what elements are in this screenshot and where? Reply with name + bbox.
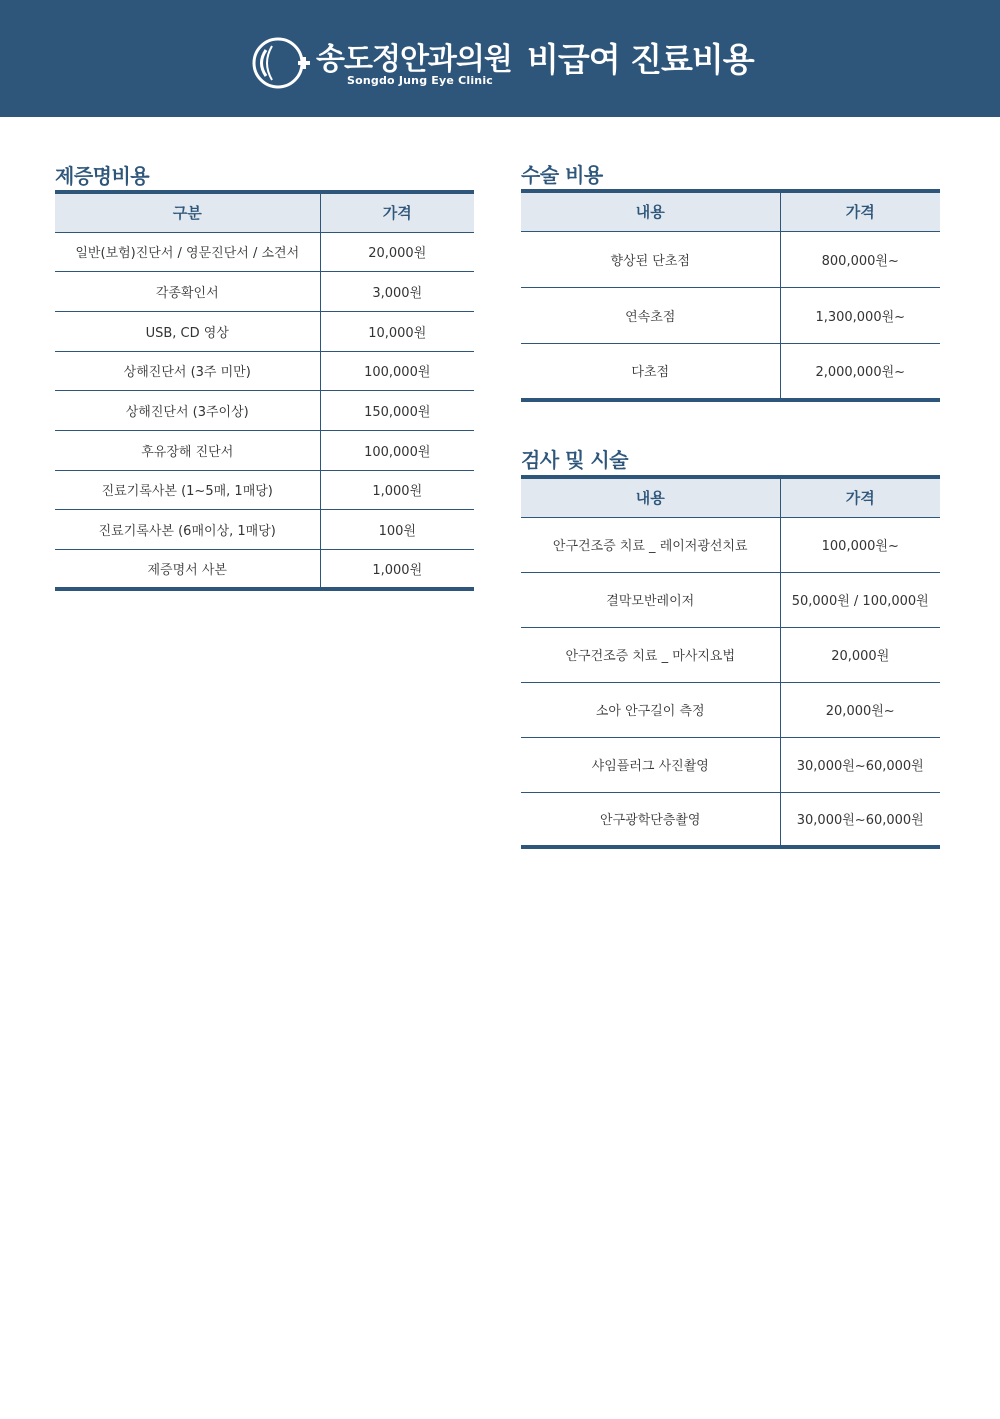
item-cell: 안구광학단층촬영 (521, 792, 780, 847)
table-row (521, 737, 940, 792)
table-header-row (521, 477, 940, 517)
table-row (55, 470, 474, 510)
item-cell: 연속초점 (521, 287, 780, 343)
table-row (521, 682, 940, 737)
column-header: 가격 (320, 192, 474, 232)
eye-logo-icon (252, 36, 312, 90)
page-header (0, 0, 1000, 117)
table-row (521, 572, 940, 627)
item-cell: 각종확인서 (55, 272, 320, 312)
item-cell: 진료기록사본 (6매이상, 1매당) (55, 510, 320, 550)
table-header-row (521, 191, 940, 231)
table-row (55, 272, 474, 312)
price-cell: 2,000,000원~ (780, 344, 940, 400)
item-cell: 상해진단서 (3주 미만) (55, 351, 320, 391)
table-row (521, 517, 940, 572)
table-row (521, 344, 940, 400)
price-cell: 800,000원~ (821, 253, 899, 269)
table-row (55, 391, 474, 431)
item-cell: 향상된 단초점 (521, 231, 780, 287)
column-header: 내용 (521, 191, 780, 231)
item-cell: USB, CD 영상 (55, 311, 320, 351)
price-cell: 50,000원 / 100,000원 (780, 572, 940, 627)
item-cell: 안구건조증 치료 _ 마사지요법 (521, 627, 780, 682)
price-cell: 20,000원 (368, 246, 427, 262)
table-row (521, 287, 940, 343)
table-row (55, 351, 474, 391)
table-header-row (55, 192, 474, 232)
table-row (55, 430, 474, 470)
item-cell: 상해진단서 (3주이상) (55, 391, 320, 431)
exams-title: 검사 및 시술 (521, 448, 629, 472)
certificates-table (55, 190, 474, 591)
exams-table (521, 475, 940, 849)
clinic-name-en: Songdo Jung Eye Clinic (347, 74, 494, 87)
price-cell: 1,300,000원~ (780, 287, 940, 343)
price-cell: 1,000원 (320, 550, 474, 590)
surgery-table (521, 189, 940, 402)
price-cell: 100,000원 (320, 430, 474, 470)
column-header: 가격 (780, 191, 940, 231)
surgery-title: 수술 비용 (521, 163, 603, 187)
price-cell: 20,000원~ (780, 682, 940, 737)
price-cell: 3,000원 (320, 272, 474, 312)
item-cell: 후유장해 진단서 (55, 430, 320, 470)
item-cell: 소아 안구길이 측정 (521, 682, 780, 737)
table-row (521, 231, 940, 287)
table-row (55, 510, 474, 550)
item-cell: 샤임플러그 사진촬영 (521, 737, 780, 792)
price-cell: 10,000원 (320, 311, 474, 351)
table-row (55, 311, 474, 351)
price-cell: 30,000원~60,000원 (780, 792, 940, 847)
column-header: 가격 (780, 477, 940, 517)
item-cell: 다초점 (521, 344, 780, 400)
price-cell: 100,000원~ (821, 539, 899, 554)
table-row (55, 232, 474, 272)
item-cell: 진료기록사본 (1~5매, 1매당) (55, 470, 320, 510)
item-cell: 안구건조증 치료 _ 레이저광선치료 (521, 517, 780, 572)
price-cell: 1,000원 (320, 470, 474, 510)
page-title: 비급여 진료비용 (527, 40, 754, 79)
price-cell: 30,000원~60,000원 (780, 737, 940, 792)
column-header: 내용 (521, 477, 780, 517)
table-row (521, 627, 940, 682)
price-cell: 20,000원 (780, 627, 940, 682)
price-cell: 100원 (320, 510, 474, 550)
certificates-title: 제증명비용 (55, 164, 150, 188)
column-header: 구분 (55, 192, 320, 232)
clinic-name: 송도정안과의원 (316, 42, 512, 77)
item-cell: 제증명서 사본 (55, 550, 320, 590)
table-row (521, 792, 940, 847)
table-row (55, 550, 474, 590)
item-cell: 결막모반레이저 (521, 572, 780, 627)
price-cell: 150,000원 (320, 391, 474, 431)
price-cell: 100,000원 (320, 351, 474, 391)
item-cell: 일반(보험)진단서 / 영문진단서 / 소견서 (55, 232, 320, 272)
